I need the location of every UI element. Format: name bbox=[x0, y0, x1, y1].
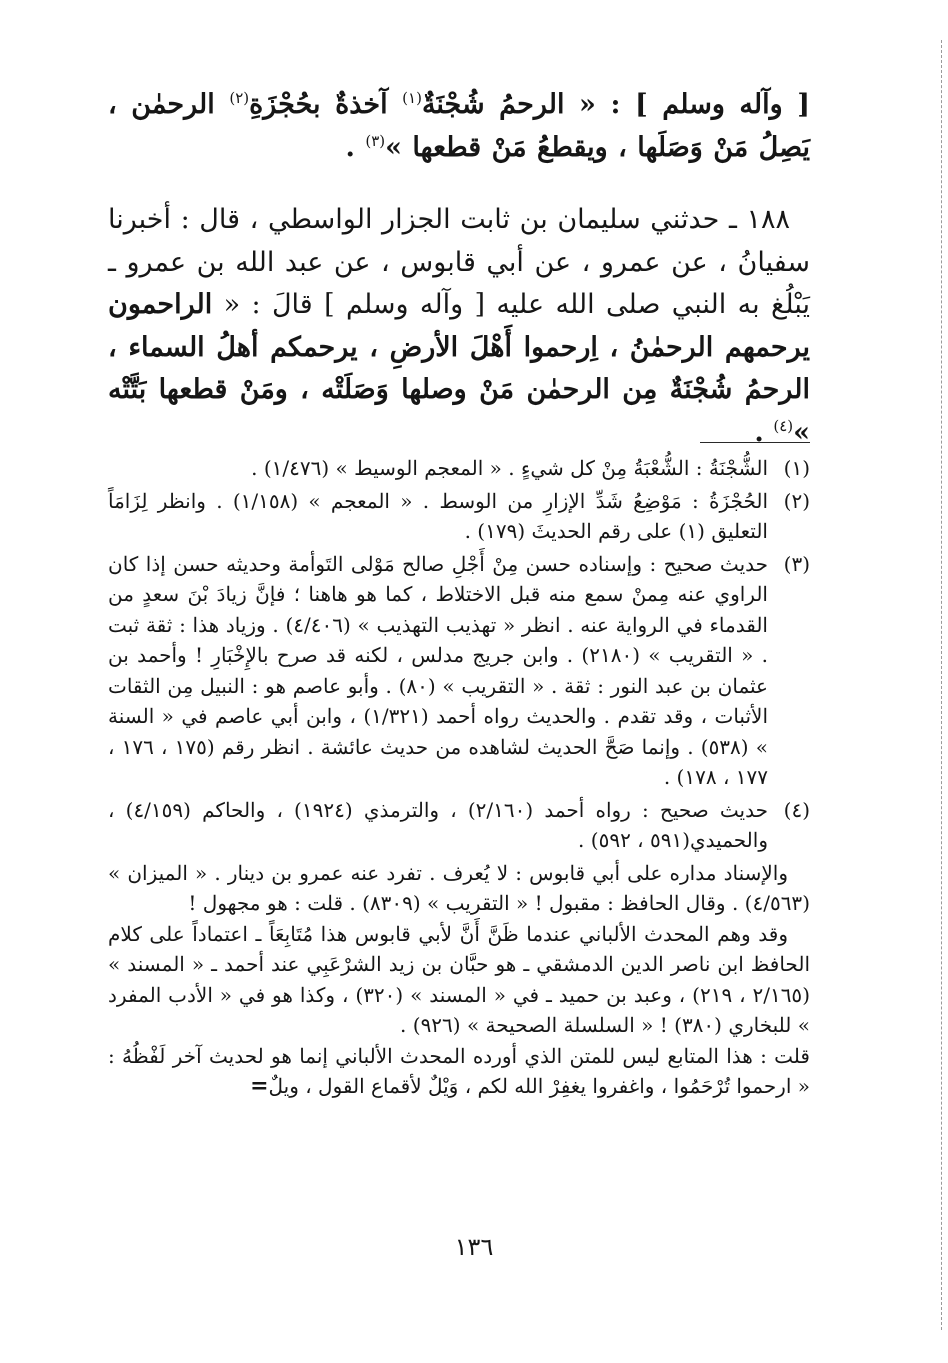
footnotes bbox=[108, 453, 810, 1102]
para1-end: . bbox=[345, 131, 355, 163]
footnote-text: الشُّجْنَةُ : الشُّعْبَةُ مِنْ كل شيءٍ . « المعجم الوسيط » (١/٤٧٦) . bbox=[251, 456, 768, 480]
page-number: ١٣٦ bbox=[454, 1233, 494, 1261]
para1-text-b: آخذةٌ بحُجْزَةِ bbox=[249, 89, 388, 120]
footnote-ref-2[interactable]: (٢) bbox=[229, 89, 250, 107]
para2-isnad: ١٨٨ ـ حدثني سليمان بن ثابت الجزار الواسطي ، قال : أخبرنا سفيانُ ، عن عمرو ، عن أبي قابوس ، عن عبد الله بن عمرو ـ يَبْلُغ به النبي صلى الله عليه [ وآله وسلم ] قالَ : « bbox=[108, 204, 810, 320]
continuation-text: قلت : هذا المتابع ليس للمتن الذي أورده المحدث الألباني إنما هو لحديث آخر لَفْظُهُ : « ارحموا تُرْحَمُوا ، واغفروا يغفِرْ الله لكم ، وَيْلٌ لأقماع القول ، ويلٌ bbox=[108, 1043, 810, 1098]
footnote-4-continuation-note bbox=[108, 1041, 810, 1102]
footnote-number: (٣) bbox=[783, 551, 810, 576]
para2-matn: الراحمون يرحمهم الرحمٰنُ ، اِرحموا أَهْلَ الأرضِ ، يرحمكم أهلُ السماء ، الرحمُ شُجْنَةٌ مِن الرحمٰن مَنْ وصلها وَصَلَتْه ، ومَنْ قطعها بَتَّتْه » bbox=[108, 289, 810, 448]
para1-text-a: [ وآله وسلم ] : « الرحمُ شُجْنَةٌ bbox=[421, 89, 811, 120]
paragraph-hadith-188 bbox=[108, 199, 810, 454]
footnote-number: (٢) bbox=[783, 488, 810, 513]
continued-mark: = bbox=[250, 1073, 267, 1099]
footnote-separator bbox=[700, 442, 810, 443]
footnote-ref-4[interactable]: (٤) bbox=[773, 416, 794, 435]
footnote-number: (١) bbox=[783, 456, 810, 480]
footnote-text: حديث صحيح : وإسناده حسن مِنْ أَجْلِ صالح مَوْلى التَوأمة وحديثه حسن إذا كان الراوي عنه مِمنْ سمع منه قبل الاختلاط ، كما هو هاهنا ؛ فإنَّ زيادَ بْنَ سعدٍ من القدماء في الرواية عنه . انظر « تهذيب التهذيب » (٤/٤٠٦) . وزياد هذا : ثقة ثبت . « التقريب » (٢١٨٠) . وابن جريج مدلس ، لكنه قد صرح بالإِخْبَارِ ! وأحمد بن عثمان بن عبد النور : ثقة . « التقريب » (٨٠) . وأبو عاصم هو : النبيل مِن الثقات الأثبات ، وقد تقدم . والحديث رواه أحمد (١/٣٢١) ، وابن أبي عاصم في « السنة » (٥٣٨) . وإنما صَحَّ الحديث لشاهده من حديث عائشة . انظر رقم (١٧٥ ، ١٧٦ ، ١٧٧ ، ١٧٨) . bbox=[108, 551, 768, 789]
para2-end: . bbox=[754, 416, 764, 448]
main-text bbox=[108, 84, 810, 454]
footnote-2 bbox=[108, 486, 810, 547]
footnote-4-continuation-isnad: والإسناد مداره على أبي قابوس : لا يُعرف . تفرد عنه عمرو بن دينار . « الميزان » (٤/٥٦٣) . وقال الحافظ : مقبول ! « التقريب » (٨٣٠٩) . قلت : هو مجهول ! bbox=[108, 860, 810, 915]
footnote-ref-3[interactable]: (٣) bbox=[365, 131, 386, 150]
scan-edge-mark bbox=[939, 40, 942, 1330]
paragraph-hadith-187-end bbox=[108, 84, 810, 169]
para1-text-c: الرحمٰن ، يَصِلُ مَنْ وَصَلَها ، ويقطعُ مَنْ قطعها » bbox=[108, 89, 810, 163]
footnote-ref-1[interactable]: (١) bbox=[402, 89, 422, 107]
footnote-4-continuation-albani: وقد وهم المحدث الألباني عندما ظَنَّ أَنَّ لأبي قابوس هذا مُتَابِعَاً ـ اعتماداً على كلام الحافظ ابن ناصر الدين الدمشقي ـ هو حبَّان بن زيد الشرْعَبِي عند أحمد ـ « المسند » (٢/١٦٥ ، ٢١٩) ، وعبد بن حميد ـ في « المسند » (٣٢٠) ، وكذا هو في « الأدب المفرد » للبخاري (٣٨٠) ! « السلسلة الصحيحة » (٩٢٦) . bbox=[108, 921, 810, 1037]
footnote-text: الحُجْزَةُ : مَوْضِعُ شَدِّ الإزارِ من الوسط . « المعجم » (١/١٥٨) . وانظر لِزَامَاً التعليق (١) على رقم الحديثَ (١٧٩) . bbox=[108, 488, 769, 543]
footnote-3 bbox=[108, 549, 810, 793]
footnote-text: حديث صحيح : رواه أحمد (٢/١٦٠) ، والترمذي (١٩٢٤) ، والحاكم (٤/١٥٩) ، والحميدي(٥٩١ ، ٥٩٢) . bbox=[108, 797, 768, 852]
footnote-4 bbox=[108, 795, 810, 856]
footnote-1 bbox=[108, 453, 810, 484]
footnote-number: (٤) bbox=[783, 797, 810, 822]
